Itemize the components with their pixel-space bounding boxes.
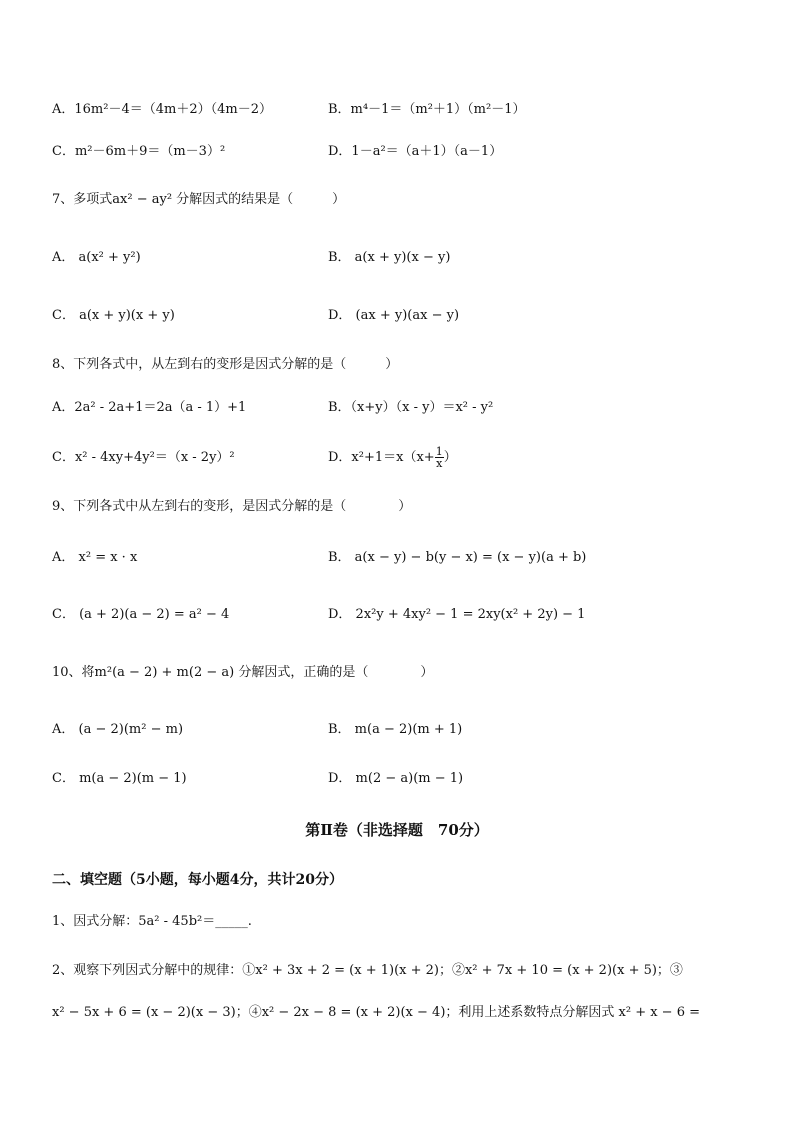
q8-stem: 8、下列各式中，从左到右的变形是因式分解的是（ ） bbox=[52, 357, 399, 372]
q10-option-c: C． m(a − 2)(m − 1) bbox=[52, 771, 187, 786]
q8-option-a: A．2a² - 2a+1＝2a（a - 1）+1 bbox=[52, 400, 247, 415]
q10-option-d: D． m(2 − a)(m − 1) bbox=[328, 771, 464, 786]
part-title: 二、填空题（5小题，每小题4分，共计20分） bbox=[52, 872, 343, 888]
fill-question-2-line-2: x² − 5x + 6 = (x − 2)(x − 3)；④x² − 2x − 8 = (x + 2)(x − 4)；利用上述系数特点分解因式 x² + x − 6 = bbox=[52, 1005, 701, 1020]
q7-option-a: A． a(x² + y²) bbox=[52, 250, 141, 265]
q8-option-d bbox=[328, 441, 457, 475]
q9-option-d: D． 2x²y + 4xy² − 1 = 2xy(x² + 2y) − 1 bbox=[328, 607, 586, 622]
q9-option-a: A． x² = x · x bbox=[52, 550, 138, 565]
fill-question-2-line-1: 2、观察下列因式分解中的规律：①x² + 3x + 2 = (x + 1)(x + 2)；②x² + 7x + 10 = (x + 2)(x + 5)；③ bbox=[52, 963, 683, 978]
fill-question-1: 1、因式分解：5a² - 45b²＝_____. bbox=[52, 914, 252, 929]
fraction-denominator: x bbox=[436, 457, 443, 470]
fraction-numerator: 1 bbox=[435, 445, 443, 458]
q8-option-d-prefix: D．x²+1＝x（x+ bbox=[328, 450, 435, 465]
q7-option-b: B． a(x + y)(x − y) bbox=[328, 250, 451, 265]
q7-stem: 7、多项式ax² − ay² 分解因式的结果是（ ） bbox=[52, 192, 346, 207]
q8-option-d-suffix: ） bbox=[443, 450, 457, 465]
q8-option-b: B．（x+y）（x - y）＝x² - y² bbox=[328, 400, 494, 415]
q7-option-d: D． (ax + y)(ax − y) bbox=[328, 308, 460, 323]
q9-option-c: C． (a + 2)(a − 2) = a² − 4 bbox=[52, 607, 230, 622]
q6-option-a: A．16m²－4＝（4m＋2）（4m－2） bbox=[52, 102, 272, 117]
q6-option-d: D．1－a²＝（a＋1）（a－1） bbox=[328, 144, 503, 159]
q7-option-c: C． a(x + y)(x + y) bbox=[52, 308, 175, 323]
q6-option-b: B．m⁴－1＝（m²＋1）（m²－1） bbox=[328, 102, 526, 117]
q8-option-c: C．x² - 4xy+4y²＝（x - 2y）² bbox=[52, 450, 235, 465]
fraction bbox=[435, 446, 444, 469]
q9-stem: 9、下列各式中从左到右的变形，是因式分解的是（ ） bbox=[52, 499, 412, 514]
q10-option-b: B． m(a − 2)(m + 1) bbox=[328, 722, 463, 737]
q10-option-a: A． (a − 2)(m² − m) bbox=[52, 722, 184, 737]
section-title: 第Ⅱ卷（非选择题 70分） bbox=[305, 821, 489, 839]
q9-option-b: B． a(x − y) − b(y − x) = (x − y)(a + b) bbox=[328, 550, 587, 565]
q6-option-c: C．m²－6m＋9＝（m－3）² bbox=[52, 144, 226, 159]
q10-stem: 10、将m²(a − 2) + m(2 − a) 分解因式，正确的是（ ） bbox=[52, 665, 434, 680]
